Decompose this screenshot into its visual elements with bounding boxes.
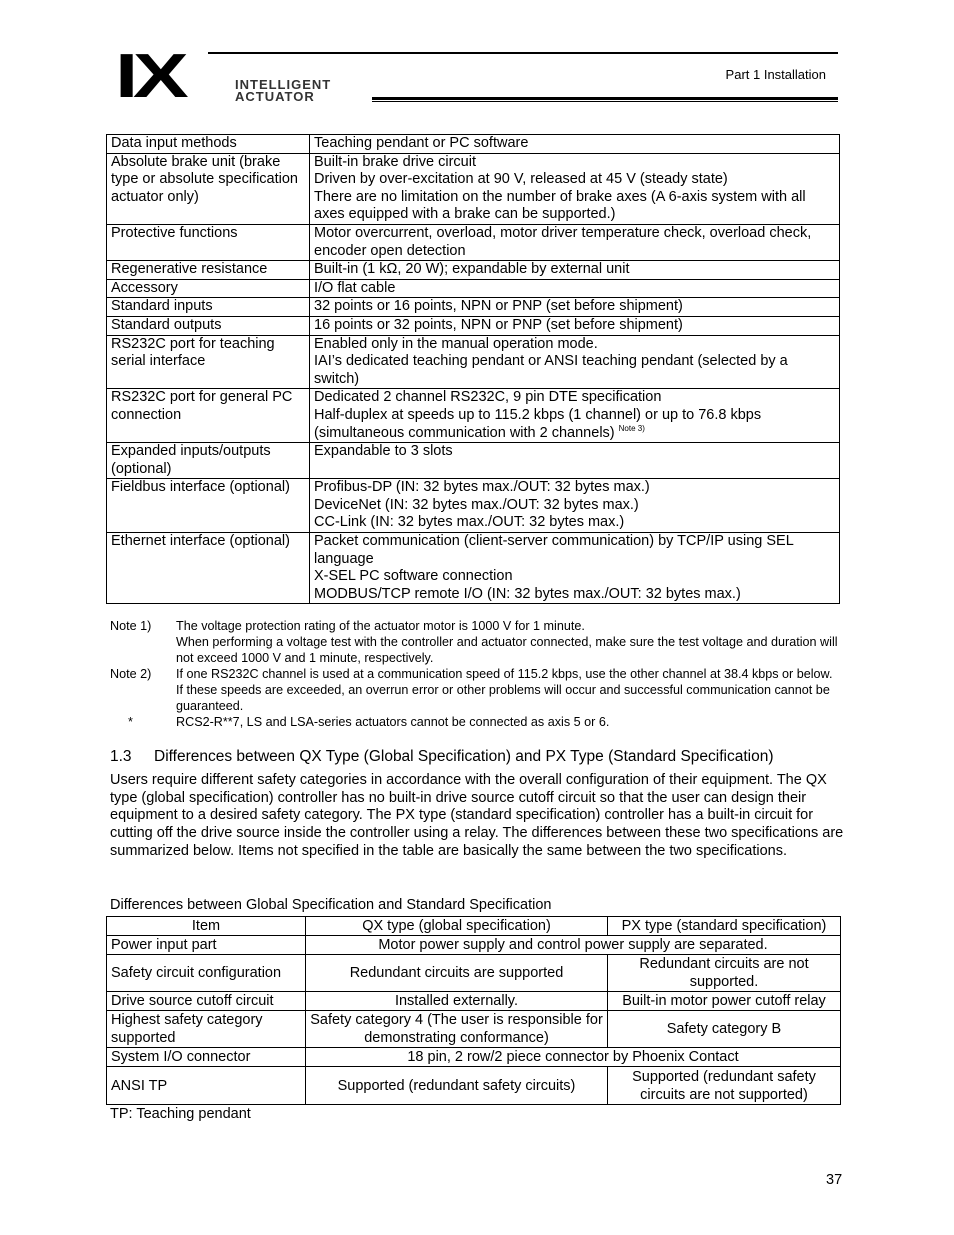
spec-value (310, 153, 840, 224)
section-number: 1.3 (110, 748, 132, 765)
header-rule-bottom-thin (372, 101, 838, 102)
part-title: Part 1 Installation (725, 67, 826, 82)
cell-value: Supported (redundant safety circuits) (306, 1067, 608, 1105)
cell-value: Safety category 4 (The user is responsible for demonstrating conformance) (306, 1011, 608, 1048)
spec-row (107, 316, 840, 335)
row-label: System I/O connector (107, 1048, 306, 1067)
spec-line: Driven by over-excitation at 90 V, released at 45 V (steady state) (314, 171, 728, 188)
spec-label: Protective functions (107, 224, 310, 260)
logo-line1: INTELLIGENT (235, 77, 332, 92)
spec-label: Standard outputs (107, 316, 310, 335)
row-label: ANSI TP (107, 1067, 306, 1105)
spec-row (107, 389, 840, 443)
row-label: Power input part (107, 936, 306, 955)
spec-label: RS232C port for teaching serial interface (107, 335, 310, 389)
logo-mark: IX (115, 42, 184, 111)
cell-value: Redundant circuits are not supported. (608, 955, 841, 992)
row-label: Safety circuit configuration (107, 955, 306, 992)
spec-row (107, 279, 840, 298)
row-label: Drive source cutoff circuit (107, 992, 306, 1011)
differences-table (106, 916, 841, 1105)
spec-row (107, 153, 840, 224)
spec-row (107, 533, 840, 604)
spec-row (107, 261, 840, 280)
logo-text (235, 79, 331, 103)
note-key: Note 1) (110, 619, 152, 633)
spec-line: Profibus-DP (IN: 32 bytes max./OUT: 32 bytes max.) (314, 479, 650, 496)
spec-value (310, 261, 840, 280)
spec-table (106, 134, 840, 604)
note-line: When performing a voltage test with the controller and actuator connected, make sure the test voltage and duration will not exceed 1000 V and 1 minute, respectively. (176, 635, 838, 665)
spec-line: Built-in (1 kΩ, 20 W); expandable by external unit (314, 261, 630, 278)
spec-row (107, 224, 840, 260)
spec-value (310, 279, 840, 298)
spec-line: DeviceNet (IN: 32 bytes max./OUT: 32 bytes max.) (314, 496, 639, 513)
spec-line: Expandable to 3 slots (314, 443, 453, 460)
spec-label: Absolute brake unit (brake type or absolute specification actuator only) (107, 153, 310, 224)
table-row (107, 992, 841, 1011)
note-text (176, 618, 840, 666)
cell-value: Built-in motor power cutoff relay (608, 992, 841, 1011)
cell-value: Supported (redundant safety circuits are not supported) (608, 1067, 841, 1105)
notes (110, 618, 840, 730)
page-number: 37 (826, 1172, 843, 1188)
spec-label: RS232C port for general PC connection (107, 389, 310, 443)
table-row (107, 1011, 841, 1048)
note-item (110, 618, 840, 666)
cell-value: Installed externally. (306, 992, 608, 1011)
spec-label: Ethernet interface (optional) (107, 533, 310, 604)
spec-value (310, 443, 840, 479)
spec-line: Built-in brake drive circuit (314, 153, 476, 170)
spec-row (107, 443, 840, 479)
logo-line2: ACTUATOR (235, 89, 315, 104)
table-header-row (107, 917, 841, 936)
spec-value (310, 389, 840, 443)
company-logo (115, 42, 395, 111)
table-row (107, 1048, 841, 1067)
spec-line: IAI’s dedicated teaching pendant or ANSI teaching pendant (selected by a switch) (314, 353, 788, 387)
spec-line: X-SEL PC software connection (314, 568, 513, 585)
spec-line: I/O flat cable (314, 279, 396, 296)
cell-value: 18 pin, 2 row/2 piece connector by Phoenix Contact (306, 1048, 841, 1067)
note-text (176, 714, 609, 730)
spec-line: There are no limitation on the number of brake axes (A 6-axis system with all axes equipped with a brake can be supported.) (314, 188, 806, 223)
spec-line: MODBUS/TCP remote I/O (IN: 32 bytes max./OUT: 32 bytes max.) (314, 585, 741, 602)
spec-value (310, 316, 840, 335)
spec-line: Enabled only in the manual operation mode. (314, 335, 598, 352)
table-caption: Differences between Global Specification and Standard Specification (110, 897, 552, 913)
table-row (107, 936, 841, 955)
spec-line: 16 points or 32 points, NPN or PNP (set before shipment) (314, 316, 683, 333)
section-title: Differences between QX Type (Global Specification) and PX Type (Standard Specification) (154, 748, 774, 765)
spec-line: CC-Link (IN: 32 bytes max./OUT: 32 bytes max.) (314, 514, 625, 531)
note-item (110, 666, 840, 714)
section-heading (110, 748, 774, 766)
spec-label: Standard inputs (107, 298, 310, 317)
spec-value (310, 298, 840, 317)
row-label: Highest safety category supported (107, 1011, 306, 1048)
note-line: The voltage protection rating of the actuator motor is 1000 V for 1 minute. (176, 619, 585, 633)
cell-value: Motor power supply and control power supply are separated. (306, 936, 841, 955)
table-row (107, 1067, 841, 1105)
section-body: Users require different safety categories in accordance with the overall configuration of their equipment. The QX type (global specification) controller has no built-in drive source cutoff circuit so that the user can design their equipment to a desired safety category. The PX type (standard specification) controller has a built-in circuit for cutting off the drive source inside the controller using a relay. The differences between these two specifications are summarized below. Items not specified in the table are basically the same between the two specifications. (110, 772, 844, 859)
spec-line-text: Half-duplex at speeds up to 115.2 kbps (1 channel) or up to 76.8 kbps (simultaneous communication with 2 channels) (314, 406, 762, 441)
note-item (110, 714, 840, 730)
spec-line: Dedicated 2 channel RS232C, 9 pin DTE specification (314, 389, 662, 406)
spec-line: Packet communication (client-server communication) by TCP/IP using SEL language (314, 533, 794, 567)
spec-label: Data input methods (107, 135, 310, 154)
column-header: QX type (global specification) (306, 917, 608, 936)
spec-row (107, 298, 840, 317)
spec-label: Fieldbus interface (optional) (107, 479, 310, 533)
spec-line: 32 points or 16 points, NPN or PNP (set before shipment) (314, 298, 683, 315)
spec-row (107, 479, 840, 533)
table-row (107, 955, 841, 992)
note-ref: Note 3) (618, 423, 645, 433)
note-key: Note 2) (110, 667, 152, 681)
spec-row (107, 135, 840, 154)
spec-value (310, 533, 840, 604)
note-line: RCS2-R**7, LS and LSA-series actuators cannot be connected as axis 5 or 6. (176, 715, 610, 729)
note-key: * (128, 715, 133, 729)
spec-row (107, 335, 840, 389)
spec-line-with-note (314, 407, 835, 442)
note-line: If one RS232C channel is used at a communication speed of 115.2 kbps, use the other channel at 38.4 kbps or below. If these speeds are exceeded, an overrun error or other problems will occur and successful communication cannot be guaranteed. (176, 667, 833, 713)
note-text (176, 666, 840, 714)
column-header: PX type (standard specification) (608, 917, 841, 936)
spec-value (310, 135, 840, 154)
spec-label: Accessory (107, 279, 310, 298)
spec-line: Teaching pendant or PC software (314, 135, 529, 151)
spec-value (310, 335, 840, 389)
column-header: Item (107, 917, 306, 936)
footnote: TP: Teaching pendant (110, 1106, 251, 1122)
header-rule-top (208, 52, 838, 54)
spec-label: Expanded inputs/outputs (optional) (107, 443, 310, 479)
spec-value (310, 224, 840, 260)
spec-value (310, 479, 840, 533)
header-rule-bottom (372, 97, 838, 100)
cell-value: Redundant circuits are supported (306, 955, 608, 992)
cell-value: Safety category B (608, 1011, 841, 1048)
spec-line: Motor overcurrent, overload, motor driver temperature check, overload check, encoder open detection (314, 224, 812, 259)
spec-label: Regenerative resistance (107, 261, 310, 280)
